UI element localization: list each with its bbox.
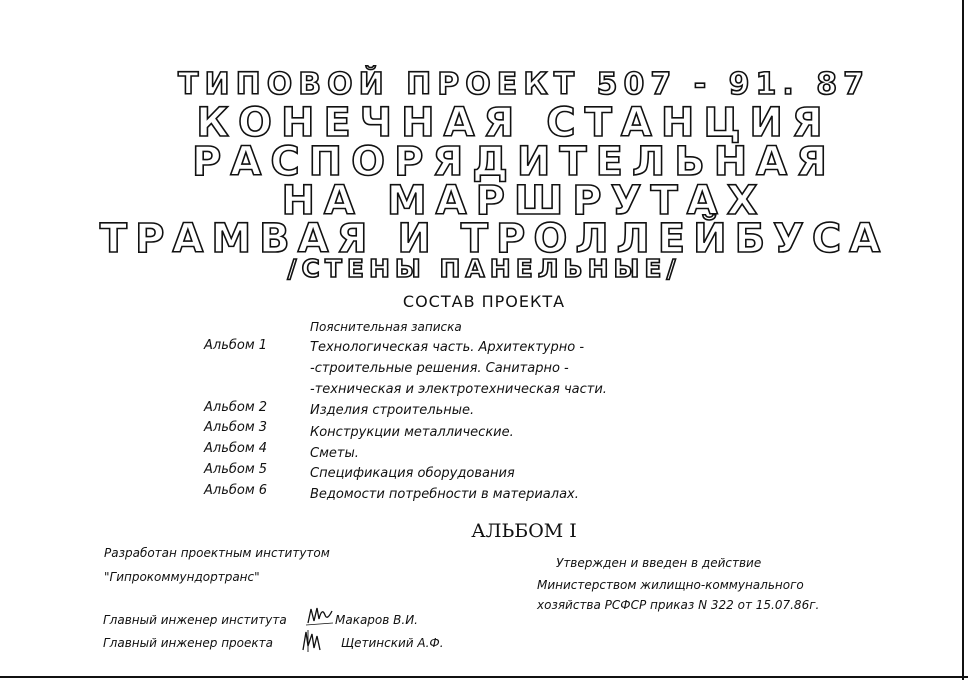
signatory-2-role: Главный инженер проекта bbox=[103, 636, 273, 650]
album-6-label: Альбом 6 bbox=[204, 483, 268, 498]
project-title-line-2: РАСПОРЯДИТЕЛЬНАЯ bbox=[192, 139, 836, 185]
project-title-line-1: КОНЕЧНАЯ СТАНЦИЯ bbox=[196, 100, 832, 146]
approval-line-3: хозяйства РСФСР приказ N 322 от 15.07.86г. bbox=[537, 598, 820, 612]
developer-line-2: "Гипрокоммундортранс" bbox=[104, 570, 260, 584]
album-3-label: Альбом 3 bbox=[204, 420, 268, 435]
signatory-1-name: Макаров В.И. bbox=[335, 613, 418, 627]
project-subtitle: /СТЕНЫ ПАНЕЛЬНЫЕ/ bbox=[287, 254, 681, 283]
album-3-desc: Конструкции металлические. bbox=[310, 425, 514, 440]
composition-title: СОСТАВ ПРОЕКТА bbox=[402, 292, 566, 311]
frame-right-border bbox=[962, 0, 964, 680]
signatory-1-role: Главный инженер института bbox=[103, 613, 287, 627]
album-5-desc: Спецификация оборудования bbox=[310, 466, 515, 481]
album-4-desc: Сметы. bbox=[310, 446, 359, 461]
approval-line-2: Министерством жилищно-коммунального bbox=[537, 578, 804, 592]
frame-bottom-border bbox=[0, 676, 968, 678]
developer-line-1: Разработан проектным институтом bbox=[104, 546, 330, 560]
project-title-line-3: НА МАРШРУТАХ bbox=[281, 178, 767, 224]
album-1-desc-line-3: -техническая и электротехническая части. bbox=[310, 382, 607, 397]
album-1-desc-line-2: -строительные решения. Санитарно - bbox=[310, 361, 569, 376]
approval-line-1: Утвержден и введен в действие bbox=[556, 556, 762, 570]
album-2-label: Альбом 2 bbox=[204, 400, 268, 415]
project-number-title: ТИПОВОЙ ПРОЕКТ 507 - 91. 87 bbox=[178, 67, 870, 102]
album-title: АЛЬБОМ I bbox=[471, 520, 577, 542]
signature-1-mark bbox=[305, 603, 335, 629]
album-6-desc: Ведомости потребности в материалах. bbox=[310, 487, 579, 502]
signatory-2-name: Щетинский А.Ф. bbox=[341, 636, 444, 650]
album-2-desc: Изделия строительные. bbox=[310, 403, 475, 418]
signature-2-mark bbox=[298, 628, 328, 654]
album-1-desc-line-1: Технологическая часть. Архитектурно - bbox=[310, 340, 585, 355]
project-title-line-4: ТРАМВАЯ И ТРОЛЛЕЙБУСА bbox=[99, 216, 889, 262]
album-1-label: Альбом 1 bbox=[204, 338, 268, 353]
album-4-label: Альбом 4 bbox=[204, 441, 268, 456]
album-5-label: Альбом 5 bbox=[204, 462, 268, 477]
explanatory-note: Пояснительная записка bbox=[310, 320, 462, 334]
